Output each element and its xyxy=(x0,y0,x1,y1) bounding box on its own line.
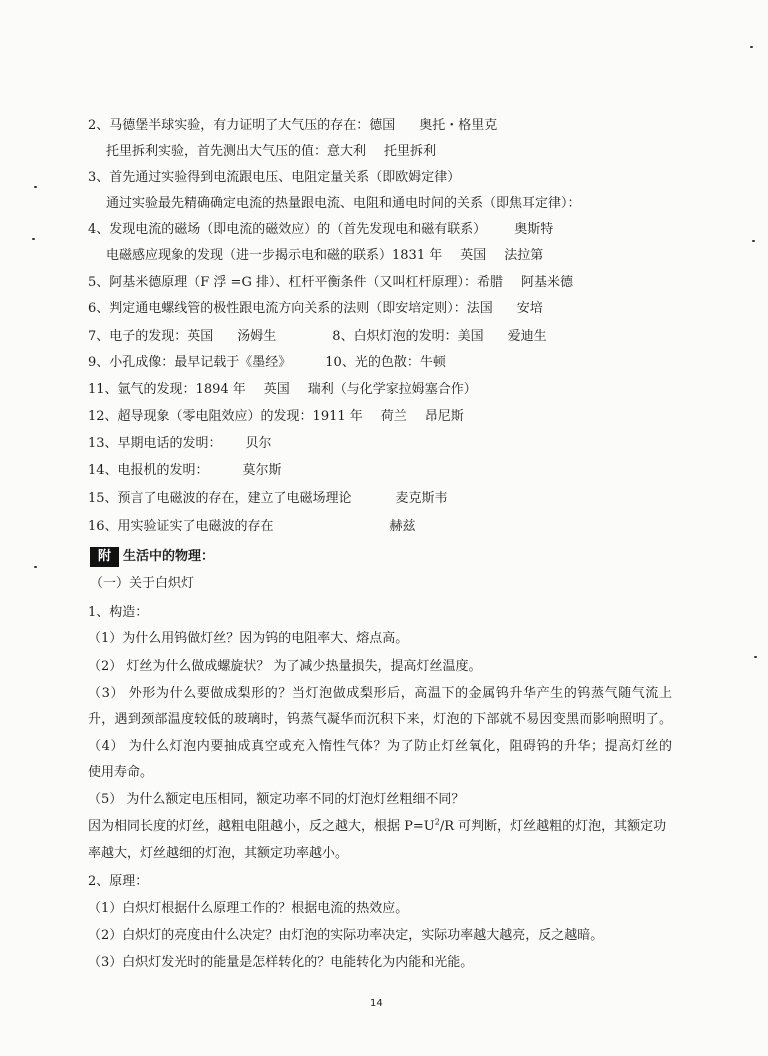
appendix-title: 生活中的物理： xyxy=(123,549,215,564)
section-title-incandescent: （一）关于白炽灯 xyxy=(90,576,195,591)
construction-q2: （2） 灯丝为什么做成螺旋状？ 为了减少热量损失，提高灯丝温度。 xyxy=(88,659,482,674)
construction-q4-line2: 使用寿命。 xyxy=(88,765,154,780)
list-item-16: 16、用实验证实了电磁波的存在 赫兹 xyxy=(88,519,416,534)
construction-q4-line1: （4） 为什么灯泡内要抽成真空或充入惰性气体？为了防止灯丝氧化，阻碍钨的升华；提高灯丝的 xyxy=(88,739,672,754)
construction-q5-answer-line2: 率越大，灯丝越细的灯泡，其额定功率越小。 xyxy=(88,846,349,861)
principle-q1: （1）白炽灯根据什么原理工作的？根据电流的热效应。 xyxy=(88,901,409,916)
principle-title: 2、原理： xyxy=(88,874,149,889)
construction-title: 1、构造： xyxy=(88,605,149,620)
list-item-15: 15、预言了电磁波的存在，建立了电磁场理论 麦克斯韦 xyxy=(88,491,448,506)
list-item-2: 2、马德堡半球实验，有力证明了大气压的存在：德国 奥托・格里克 xyxy=(88,118,498,133)
list-item-7-8: 7、电子的发现：英国 汤姆生 8、白炽灯泡的发明：美国 爱迪生 xyxy=(88,329,547,344)
list-item-12: 12、超导现象（零电阻效应）的发现：1911 年 荷兰 昂尼斯 xyxy=(88,409,464,424)
principle-q2: （2）白炽灯的亮度由什么决定？由灯泡的实际功率决定，实际功率越大越亮，反之越暗。 xyxy=(88,928,604,943)
construction-q5-answer-line1: 因为相同长度的灯丝，越粗电阻越小，反之越大，根据 $P=U^2/R$ 可判断，灯丝越粗的灯泡，其额定功 xyxy=(88,817,667,834)
construction-q1: （1）为什么用钨做灯丝？因为钨的电阻率大、熔点高。 xyxy=(88,631,409,646)
page-number: 14 xyxy=(370,998,383,1009)
list-item-14: 14、电报机的发明： 莫尔斯 xyxy=(88,463,282,478)
principle-q3: （3）白炽灯发光时的能量是怎样转化的？电能转化为内能和光能。 xyxy=(88,955,474,970)
list-item-3: 3、首先通过实验得到电流跟电压、电阻定量关系（即欧姆定律） xyxy=(88,170,461,185)
list-item-6: 6、判定通电螺线管的极性跟电流方向关系的法则（即安培定则）：法国 安培 xyxy=(88,301,543,316)
scan-speck xyxy=(754,656,757,658)
list-item-11: 11、氩气的发现：1894 年 英国 瑞利（与化学家拉姆塞合作） xyxy=(88,382,477,397)
list-item-13: 13、早期电话的发明： 贝尔 xyxy=(88,436,272,451)
construction-q5: （5） 为什么额定电压相同，额定功率不同的灯泡灯丝粗细不同？ xyxy=(88,792,465,807)
construction-q3-line1: （3） 外形为什么要做成梨形的？当灯泡做成梨形后，高温下的金属钨升华产生的钨蒸气随气流上 xyxy=(88,686,672,701)
list-item-9-10: 9、小孔成像：最早记载于《墨经》 10、光的色散：牛顿 xyxy=(88,355,446,370)
scan-speck xyxy=(752,240,755,242)
list-item-4-sub: 电磁感应现象的发现（进一步揭示电和磁的联系）1831 年 英国 法拉第 xyxy=(106,248,544,263)
scan-speck xyxy=(750,46,753,48)
scan-speck xyxy=(32,238,35,240)
list-item-4: 4、发现电流的磁场（即电流的磁效应）的（首先发现电和磁有联系） 奥斯特 xyxy=(88,222,554,237)
scan-speck xyxy=(34,186,37,188)
list-item-3-sub: 通过实验最先精确确定电流的热量跟电流、电阻和通电时间的关系（即焦耳定律）： xyxy=(106,196,581,211)
list-item-2-sub: 托里拆利实验，首先测出大气压的值：意大利 托里拆利 xyxy=(106,144,437,159)
appendix-tag: 附 xyxy=(90,547,119,567)
appendix-heading xyxy=(90,547,214,567)
scan-speck xyxy=(34,566,37,568)
construction-q3-line2: 升，遇到颈部温度较低的玻璃时，钨蒸气凝华而沉积下来，灯泡的下部就不易因变黑而影响照明了。 xyxy=(88,712,672,727)
list-item-5: 5、阿基米德原理（F 浮 =G 排）、杠杆平衡条件（又叫杠杆原理）：希腊 阿基米德 xyxy=(88,275,573,290)
